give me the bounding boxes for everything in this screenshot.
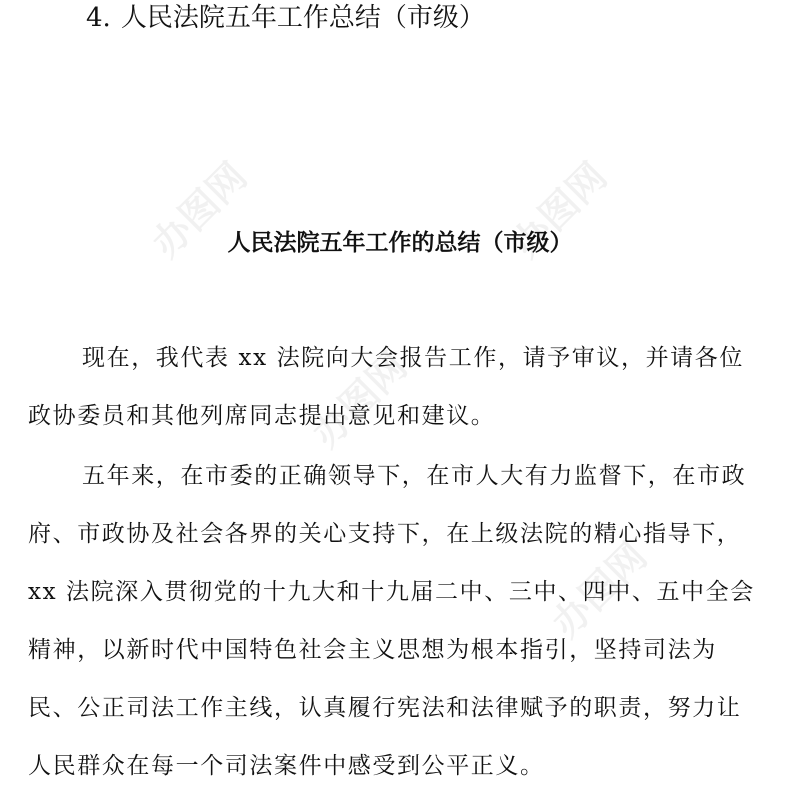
report-title: 人民法院五年工作的总结（市级） — [227, 229, 573, 256]
paragraph-1-line-1: 现在，我代表 xx 法院向大会报告工作，请予审议，并请各位 — [82, 345, 744, 371]
heading-number: 4. — [86, 3, 111, 33]
document-heading — [86, 2, 485, 34]
paragraph-2-line-3: xx 法院深入贯彻党的十九大和十九届二中、三中、四中、五中全会 — [28, 579, 755, 605]
paragraph-2-line-5: 民、公正司法工作主线，认真履行宪法和法律赋予的职责，努力让 — [28, 695, 742, 721]
watermark-text: 办图网 — [503, 154, 616, 266]
watermark-text: 办图网 — [543, 534, 656, 646]
paragraph-2-line-6: 人民群众在每一个司法案件中感受到公平正义。 — [28, 753, 545, 779]
paragraph-1-line-2: 政协委员和其他列席同志提出意见和建议。 — [28, 403, 496, 429]
paragraph-2-line-4: 精神，以新时代中国特色社会主义思想为根本指引，坚持司法为 — [28, 637, 717, 663]
heading-text: 人民法院五年工作总结（市级） — [120, 3, 485, 33]
watermark-text: 办图网 — [143, 154, 256, 266]
paragraph-2-line-2: 府、市政协及社会各界的关心支持下，在上级法院的精心指导下， — [28, 521, 742, 547]
watermark-text: 办图网 — [303, 344, 416, 456]
paragraph-2-line-1: 五年来，在市委的正确领导下，在市人大有力监督下，在市政 — [82, 463, 747, 489]
